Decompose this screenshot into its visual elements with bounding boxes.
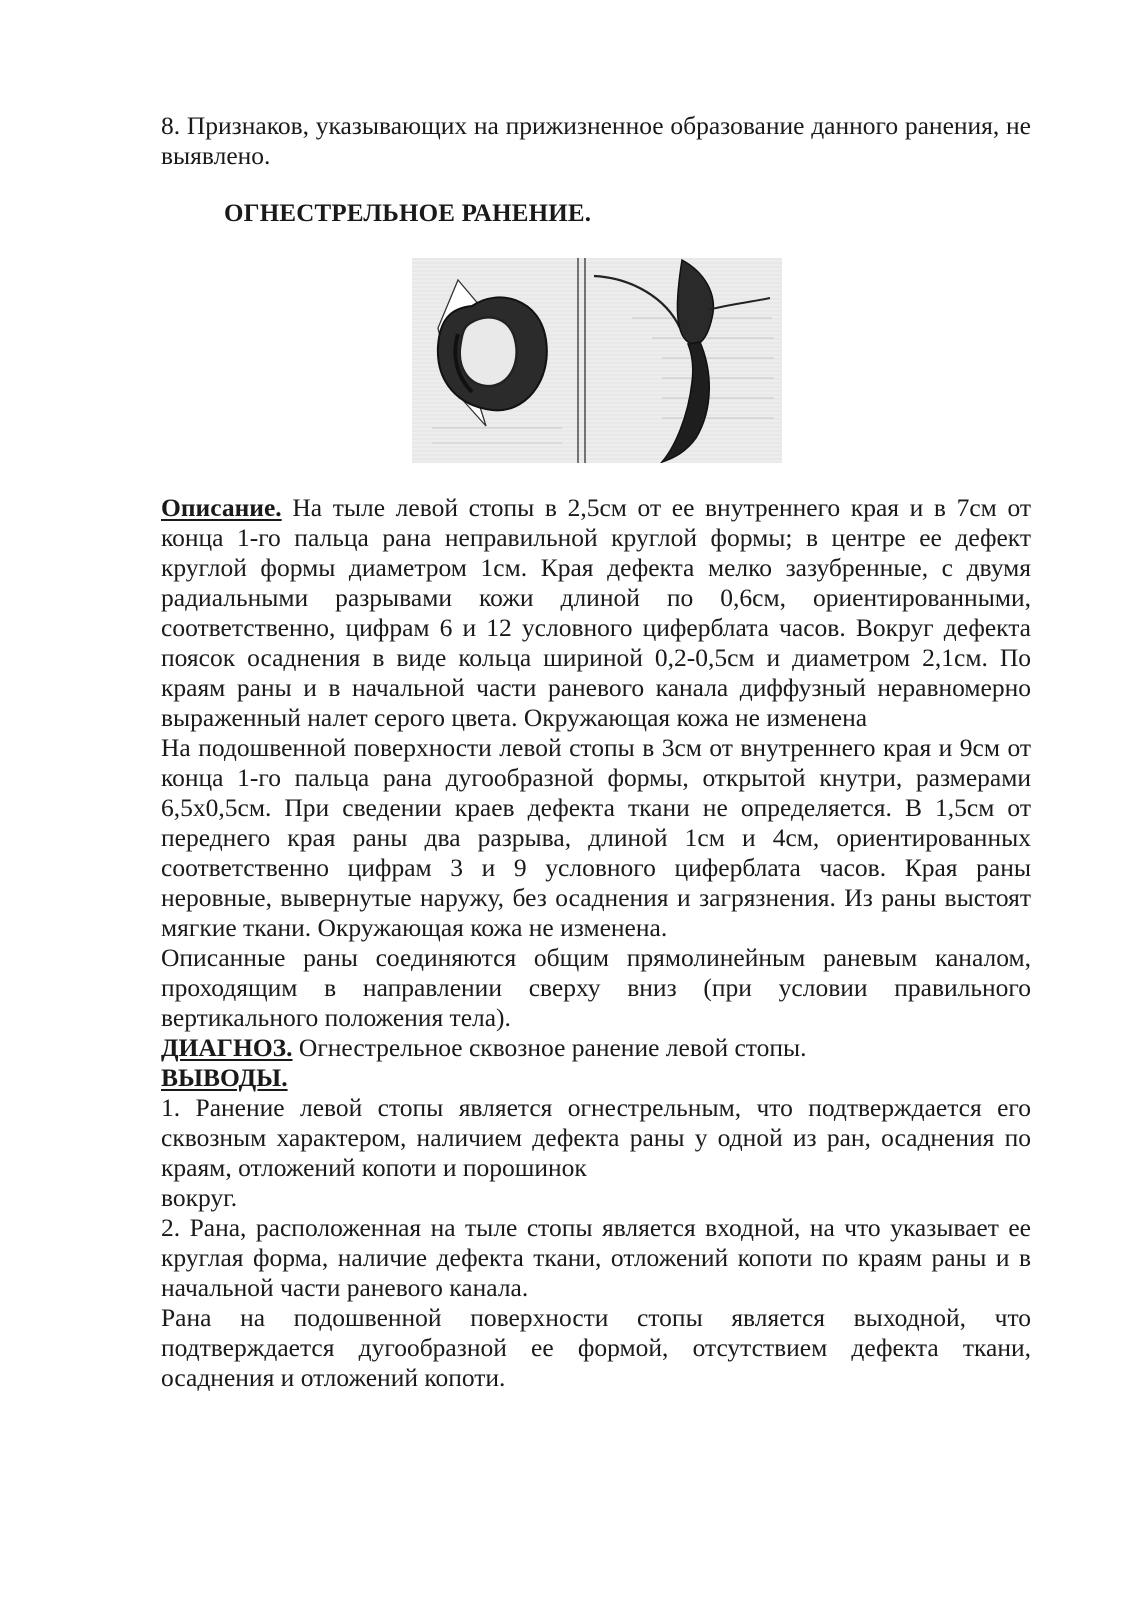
description-paragraph-3: Описанные раны соединяются общим прямолинейным раневым каналом, проходящим в направлении сверху вниз (при условии правильного вертикального положения тела). xyxy=(161,943,1031,1032)
description-paragraph-1 xyxy=(161,493,1031,733)
conclusions-heading: ВЫВОДЫ. xyxy=(161,1063,288,1092)
diagnosis-paragraph xyxy=(161,1033,1031,1063)
wound-sketch-svg xyxy=(412,258,782,463)
description-text-1: На тыле левой стопы в 2,5см от ее внутреннего края и в 7см от конца 1-го пальца рана неправильной круглой формы; в центре ее дефект круглой формы диаметром 1см. Края дефекта мелко зазубренные, с двумя радиальными разрывами кожи длиной по 0,6см, ориентированными, соответственно, цифрам 6 и 12 условного циферблата часов. Вокруг дефекта поясок осаднения в виде кольца шириной 0,2-0,5см и диаметром 2,1см. По краям раны и в начальной части раневого канала диффузный неравномерно выраженный налет серого цвета. Окружающая кожа не изменена xyxy=(161,493,1031,732)
diagnosis-heading: ДИАГНОЗ. xyxy=(161,1033,293,1062)
diagnosis-text: Огнестрельное сквозное ранение левой стопы. xyxy=(292,1033,807,1062)
description-section xyxy=(161,493,1031,1393)
description-heading: Описание. xyxy=(161,493,282,522)
item-8-text: 8. Признаков, указывающих на прижизненное образование данного ранения, не выявлено. xyxy=(161,111,1031,170)
conclusion-1-tail: вокруг. xyxy=(161,1183,238,1212)
item-8-paragraph xyxy=(161,111,1031,171)
section-title: ОГНЕСТРЕЛЬНОЕ РАНЕНИЕ. xyxy=(224,200,592,227)
description-paragraph-2: На подошвенной поверхности левой стопы в 3см от внутреннего края и 9см от конца 1-го пальца рана дугообразной формы, открытой кнутри, размерами 6,5х0,5см. При сведении краев дефекта ткани не определяется. В 1,5см от переднего края раны два разрыва, длиной 1см и 4см, ориентированных соответственно цифрам 3 и 9 условного циферблата часов. Края раны неровные, вывернутые наружу, без осаднения и загрязнения. Из раны выстоят мягкие ткани. Окружающая кожа не изменена. xyxy=(161,733,1031,942)
conclusions-heading-line xyxy=(161,1063,1031,1093)
conclusion-2: 2. Рана, расположенная на тыле стопы является входной, на что указывает ее круглая форма, наличие дефекта ткани, отложений копоти по краям раны и в начальной части раневого канала. xyxy=(161,1213,1031,1302)
conclusion-1: 1. Ранение левой стопы является огнестрельным, что подтверждается его сквозным характером, наличием дефекта раны у одной из ран, осаднения по краям, отложений копоти и порошинок xyxy=(161,1093,1031,1182)
wound-illustration xyxy=(412,258,782,463)
conclusion-3: Рана на подошвенной поверхности стопы является выходной, что подтверждается дугообразной ее формой, отсутствием дефекта ткани, осаднения и отложений копоти. xyxy=(161,1303,1031,1392)
